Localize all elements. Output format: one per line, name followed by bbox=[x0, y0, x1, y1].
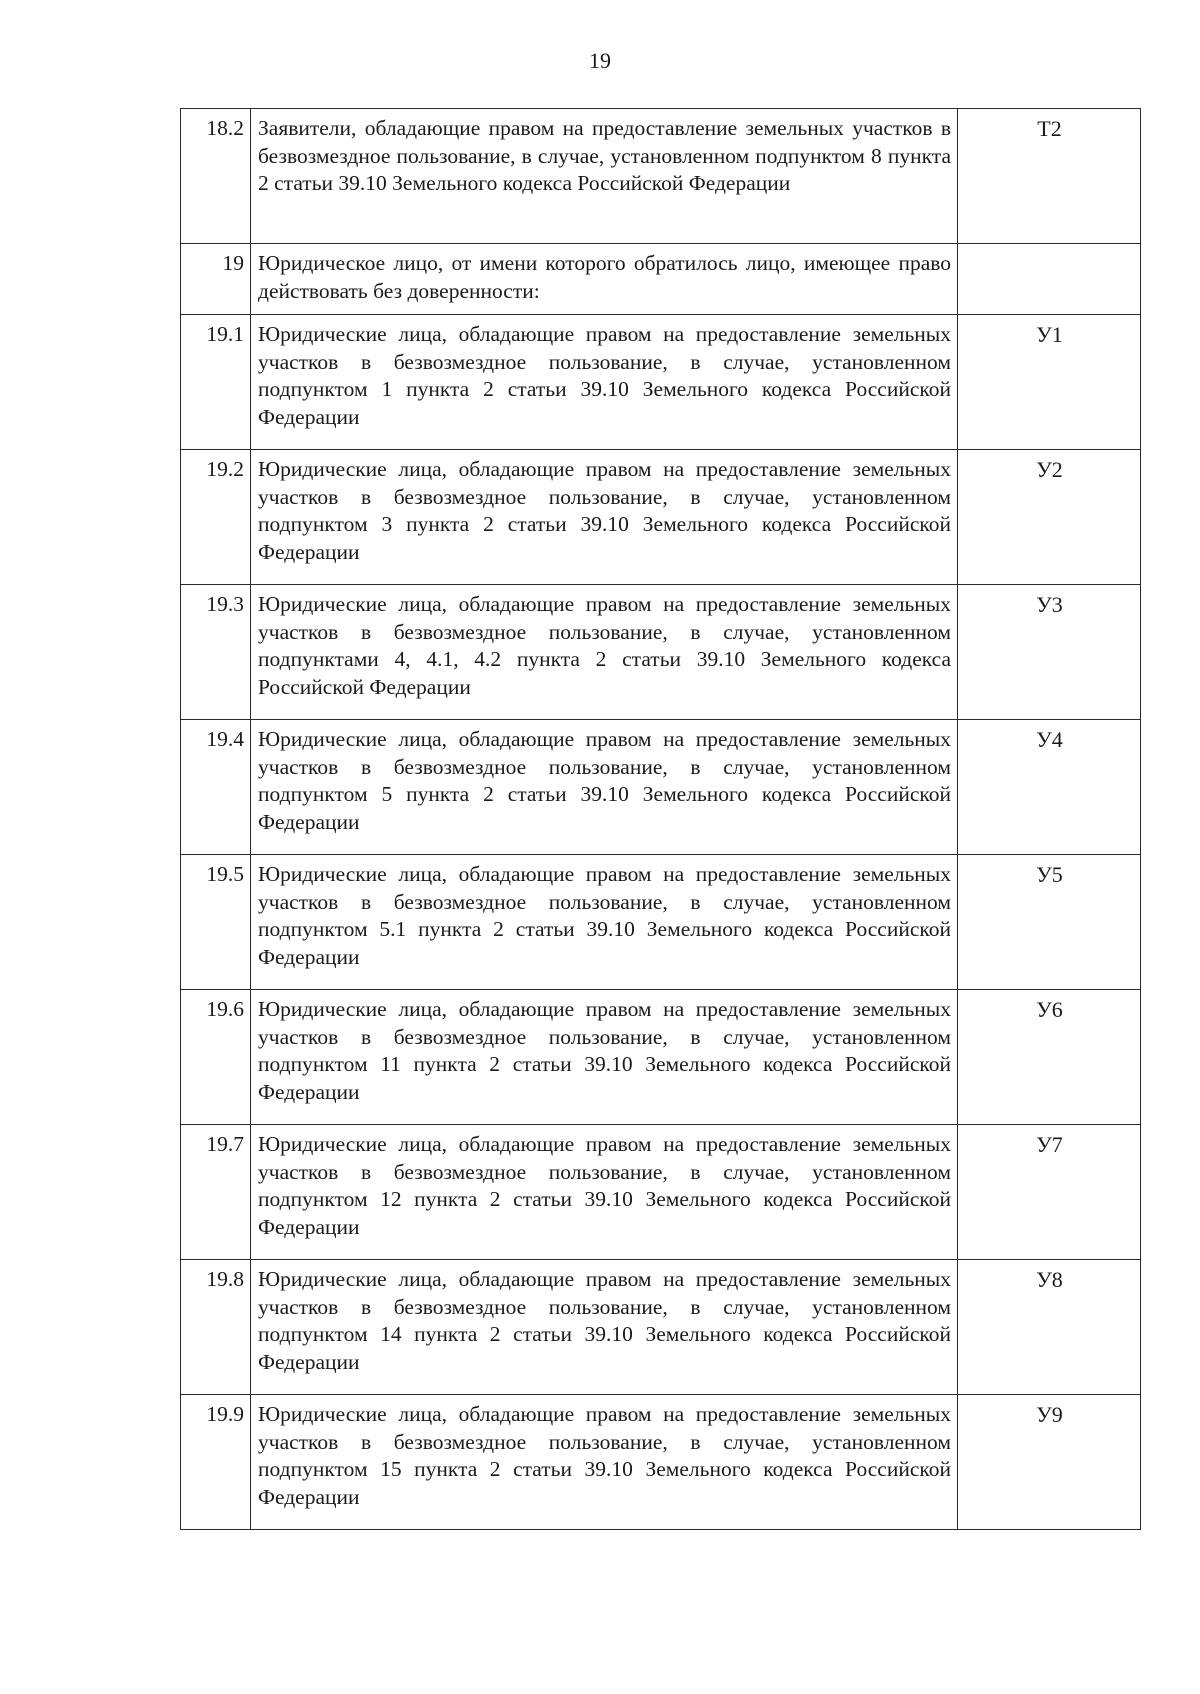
row-description: Юридические лица, обладающие правом на предоставление земельных участков в безвозмездное пользование, в случае, установленном подпунктом 14 пункта 2 статьи 39.10 Земельного кодекса Российской Федерации bbox=[251, 1260, 958, 1395]
table-row bbox=[181, 1395, 1141, 1530]
row-description: Юридические лица, обладающие правом на предоставление земельных участков в безвозмездное пользование, в случае, установленном подпунктом 5 пункта 2 статьи 39.10 Земельного кодекса Российской Федерации bbox=[251, 720, 958, 855]
table-row bbox=[181, 1125, 1141, 1260]
row-description: Юридические лица, обладающие правом на предоставление земельных участков в безвозмездное пользование, в случае, установленном подпунктом 15 пункта 2 статьи 39.10 Земельного кодекса Российской Федерации bbox=[251, 1395, 958, 1530]
row-description: Юридическое лицо, от имени которого обратилось лицо, имеющее право действовать без доверенности: bbox=[251, 244, 958, 315]
row-description: Юридические лица, обладающие правом на предоставление земельных участков в безвозмездное пользование, в случае, установленном подпунктом 1 пункта 2 статьи 39.10 Земельного кодекса Российской Федерации bbox=[251, 315, 958, 450]
row-code: У7 bbox=[958, 1125, 1141, 1260]
row-code: У8 bbox=[958, 1260, 1141, 1395]
table-row bbox=[181, 315, 1141, 450]
table-row bbox=[181, 1260, 1141, 1395]
row-description: Заявители, обладающие правом на предоставление земельных участков в безвозмездное пользование, в случае, установленном подпунктом 8 пункта 2 статьи 39.10 Земельного кодекса Российской Федерации bbox=[251, 109, 958, 244]
row-number: 19.4 bbox=[181, 720, 251, 855]
row-code: У2 bbox=[958, 450, 1141, 585]
row-code: У5 bbox=[958, 855, 1141, 990]
row-number: 19.1 bbox=[181, 315, 251, 450]
row-description: Юридические лица, обладающие правом на предоставление земельных участков в безвозмездное пользование, в случае, установленном подпунктом 11 пункта 2 статьи 39.10 Земельного кодекса Российской Федерации bbox=[251, 990, 958, 1125]
row-code: У6 bbox=[958, 990, 1141, 1125]
row-code: У9 bbox=[958, 1395, 1141, 1530]
page-number: 19 bbox=[589, 48, 611, 73]
row-code: У4 bbox=[958, 720, 1141, 855]
row-number: 18.2 bbox=[181, 109, 251, 244]
row-description: Юридические лица, обладающие правом на предоставление земельных участков в безвозмездное пользование, в случае, установленном подпунктами 4, 4.1, 4.2 пункта 2 статьи 39.10 Земельного кодекса Российской Федерации bbox=[251, 585, 958, 720]
row-number: 19.3 bbox=[181, 585, 251, 720]
table-row bbox=[181, 990, 1141, 1125]
document-table bbox=[180, 108, 1141, 1530]
table-row bbox=[181, 585, 1141, 720]
row-description: Юридические лица, обладающие правом на предоставление земельных участков в безвозмездное пользование, в случае, установленном подпунктом 5.1 пункта 2 статьи 39.10 Земельного кодекса Российской Федерации bbox=[251, 855, 958, 990]
row-number: 19.6 bbox=[181, 990, 251, 1125]
table-row bbox=[181, 720, 1141, 855]
table-row bbox=[181, 855, 1141, 990]
row-number: 19.5 bbox=[181, 855, 251, 990]
table-row bbox=[181, 244, 1141, 315]
row-code: Т2 bbox=[958, 109, 1141, 244]
row-description: Юридические лица, обладающие правом на предоставление земельных участков в безвозмездное пользование, в случае, установленном подпунктом 3 пункта 2 статьи 39.10 Земельного кодекса Российской Федерации bbox=[251, 450, 958, 585]
table-row bbox=[181, 109, 1141, 244]
row-number: 19.8 bbox=[181, 1260, 251, 1395]
table-row bbox=[181, 450, 1141, 585]
row-number: 19.7 bbox=[181, 1125, 251, 1260]
row-number: 19.2 bbox=[181, 450, 251, 585]
row-number: 19 bbox=[181, 244, 251, 315]
row-code bbox=[958, 244, 1141, 315]
row-code: У3 bbox=[958, 585, 1141, 720]
row-number: 19.9 bbox=[181, 1395, 251, 1530]
row-description: Юридические лица, обладающие правом на предоставление земельных участков в безвозмездное пользование, в случае, установленном подпунктом 12 пункта 2 статьи 39.10 Земельного кодекса Российской Федерации bbox=[251, 1125, 958, 1260]
row-code: У1 bbox=[958, 315, 1141, 450]
